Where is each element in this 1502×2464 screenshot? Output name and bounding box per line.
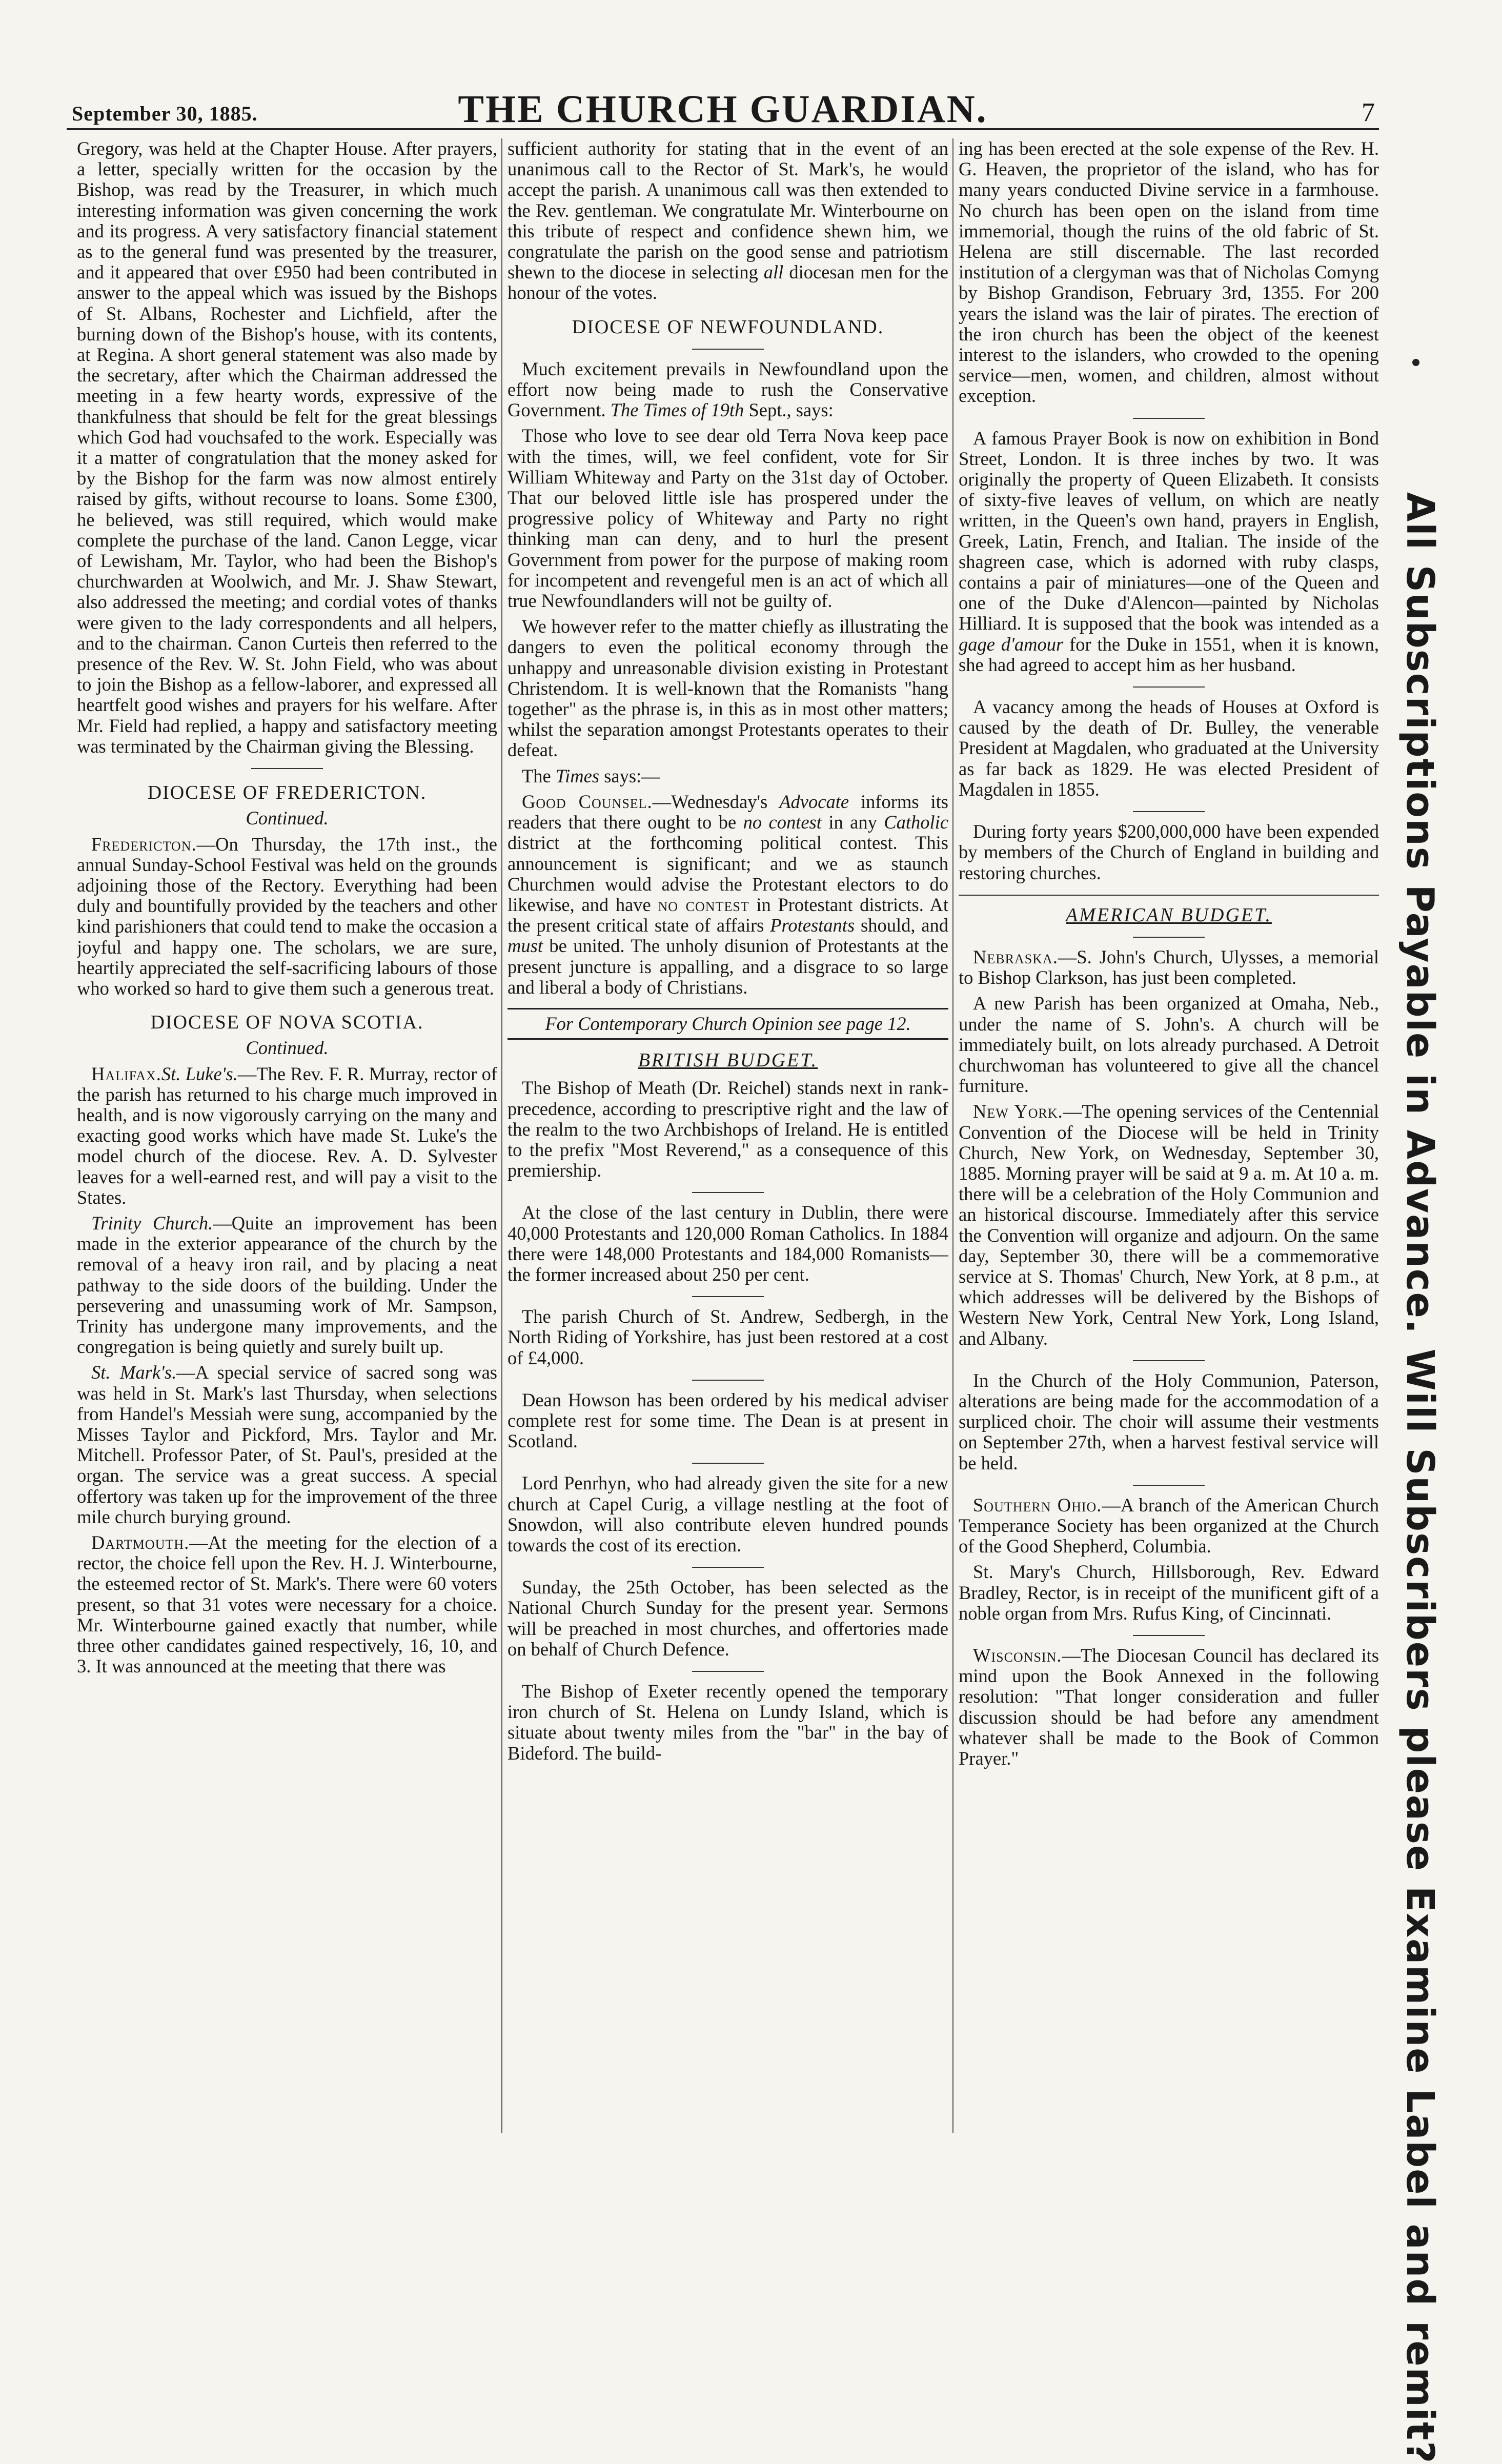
separator — [251, 768, 323, 769]
separator — [692, 1192, 764, 1193]
article-body: Much excitement prevails in Newfoundland upon the effort now being made to rush the Conservative Government. — [508, 358, 948, 421]
separator — [1133, 1635, 1205, 1636]
article-text — [77, 1532, 497, 1677]
article-text: A new Parish has been organized at Omaha, Neb., under the name of S. John's. A church will be immediately built, on lots already purchased. A Detroit churchwoman has volunteered to give all the chancel furniture. — [959, 993, 1379, 1097]
emphasis: Advocate — [779, 791, 849, 812]
article-text: At the close of the last century in Dublin, there were 40,000 Protestants and 120,000 Roman Catholics. In 1884 there were 148,000 Protestants and 184,000 Romanists—the former increased about 250 per cent. — [508, 1202, 948, 1285]
subhead: Trinity Church. — [91, 1212, 213, 1234]
article-text: The parish Church of St. Andrew, Sedbergh, in the North Riding of Yorkshire, has just been restored at a cost of £4,000. — [508, 1306, 948, 1368]
emphasis: must — [508, 935, 543, 957]
page-number: 7 — [1362, 98, 1375, 127]
article-text — [959, 947, 1379, 988]
separator — [1133, 811, 1205, 812]
issue-date: September 30, 1885. — [72, 102, 258, 125]
separator — [1133, 1485, 1205, 1486]
dateline: Good Counsel. — [522, 791, 653, 812]
dateline: Southern Ohio. — [973, 1494, 1102, 1516]
emphasis: The Times of 19th — [610, 399, 744, 421]
article-body: in any — [821, 812, 884, 833]
dateline: New York. — [973, 1101, 1063, 1122]
dateline: Wisconsin. — [973, 1645, 1062, 1666]
article-text — [959, 1495, 1379, 1557]
article-text: Dean Howson has been ordered by his medical adviser complete rest for some time. The Dean is at present in Scotland. — [508, 1389, 948, 1452]
article-text: We however refer to the matter chiefly as illustrating the dangers to even the political economy through the unhappy and unreasonable division existing in Protestant Christendom. It is well-known that the Romanists "hang together" as the phrase is, in this as in most other matters; whilst the separation amongst Protestants operates to their defeat. — [508, 616, 948, 761]
column-2 — [508, 138, 948, 2138]
article-text: A vacancy among the heads of Houses at Oxford is caused by the death of Dr. Bulley, the venerable President at Magdalen, who graduated at the University as far back as 1829. He was elected President of Magdalen in 1855. — [959, 696, 1379, 800]
article-text: Sunday, the 25th October, has been selected as the National Church Sunday for the present year. Sermons will be preached in most churches, and offertories made on behalf of Church Defence. — [508, 1577, 948, 1660]
separator — [692, 1380, 764, 1381]
article-body: Sept., says: — [744, 399, 834, 421]
article-text — [77, 1362, 497, 1527]
article-body: —Quite an improvement has been made in the exterior appearance of the church by the removal of a heavy iron rail, and by placing a neat pathway to the side doors of the building. Under the persevering and unassuming work of Mr. Sampson, Trinity has undergone many improvements, and the congregation is being quietly and surely built up. — [77, 1212, 497, 1358]
column-rule — [952, 138, 953, 2133]
separator — [692, 349, 764, 350]
article-text: ing has been erected at the sole expense of the Rev. H. G. Heaven, the proprietor of the island, who has for many years conducted Divine service in a farmhouse. No church has been open on the island from time immemorial, though the ruins of the old fabric of St. Helena are still discernable. The last recorded institution of a clergyman was that of Nicholas Comyng by Bishop Grandison, February 3rd, 1355. For 200 years the island was the lair of pirates. The erection of the iron church has been the object of the keenest interest to the islanders, who crowded to the opening service—men, women, and children, almost without exception. — [959, 138, 1379, 407]
article-body: —At the meeting for the election of a rector, the choice fell upon the Rev. H. J. Winterbourne, the esteemed rector of St. Mark's. There were 60 voters present, so that 31 votes were necessary for a choice. Mr. Winterbourne gained exactly that number, while three other candidates gained respectively, 16, 10, and 3. It was announced at the meeting that there was — [77, 1532, 497, 1677]
emphasis: Times — [555, 765, 600, 786]
article-body: —S. John's Church, Ulysses, a memorial to Bishop Clarkson, has just been completed. — [959, 946, 1379, 988]
article-body: should, and — [855, 915, 948, 936]
separator — [1133, 937, 1205, 938]
article-text — [77, 834, 497, 999]
article-body: in Protestant districts. At the present critical state of affairs — [508, 894, 948, 936]
article-body: sufficient authority for stating that in the event of an unanimous call to the Rector of St. Mark's, he would accept the parish. A unanimous call was then extended to the Rev. gentleman. We congratulate Mr. Winterbourne on this tribute of respect and confidence shewn him, we congratulate the parish on the good sense and patriotism shewn to the diocese in selecting — [508, 138, 948, 283]
article-body: —A branch of the American Church Temperance Society has been organized at the Church of the Good Shepherd, Columbia. — [959, 1494, 1379, 1557]
separator — [1133, 686, 1205, 688]
emphasis: no contest — [658, 894, 749, 915]
subhead: St. Mark's. — [91, 1362, 177, 1383]
article-text — [508, 766, 948, 786]
emphasis: all — [763, 261, 784, 283]
dateline: Dartmouth. — [91, 1532, 190, 1553]
article-text: The Bishop of Meath (Dr. Reichel) stands next in rank-precedence, according to prescriptive right and the law of the realm to the two Archbishops of Ireland. He is entitled to the prefix "Most Reverend," as a consequence of this premiership. — [508, 1077, 948, 1181]
article-text — [959, 428, 1379, 675]
separator — [692, 1463, 764, 1464]
article-text — [959, 1101, 1379, 1348]
article-body: —The opening services of the Centennial Convention of the Diocese will be held in Trinity Church, New York, on Wednesday, September 30, 1885. Morning prayer will be said at 9 a. m. At 10 a. m. there will be a celebration of the Holy Communion and an historical discourse. Immediately after this service the Convention will organize and adjourn. On the same day, September 30, there will be a commemorative service at S. Thomas' Church, New York, at 8 p.m., at which addresses will be delivered by the Bishops of Western New York, Central New York, Long Island, and Albany. — [959, 1101, 1379, 1349]
dateline: Nebraska. — [973, 946, 1058, 967]
emphasis: gage d'amour — [959, 633, 1064, 655]
column-rule — [501, 138, 502, 2133]
separator — [692, 1671, 764, 1672]
section-heading: DIOCESE OF NEWFOUNDLAND. — [572, 316, 884, 338]
newspaper-title: THE CHURCH GUARDIAN. — [458, 88, 988, 131]
column-1 — [77, 138, 497, 2138]
dateline: Halifax. — [91, 1063, 161, 1084]
article-body: be united. The unholy disunion of Protestants at the present juncture is appalling, and a disgrace to so large and liberal a body of Christians. — [508, 935, 948, 998]
article-text: In the Church of the Holy Communion, Paterson, alterations are being made for the accommodation of a surpliced choir. The choir will assume their vestments on September 27th, when a harvest festival service will be held. — [959, 1369, 1379, 1473]
article-body: for the Duke in 1551, when it is known, she had agreed to accept him as her husband. — [959, 633, 1379, 675]
emphasis: no contest — [743, 812, 822, 833]
cross-reference-notice: For Contemporary Church Opinion see page 12. — [508, 1008, 948, 1040]
section-heading: BRITISH BUDGET. — [638, 1049, 818, 1072]
section-heading: AMERICAN BUDGET. — [1066, 904, 1272, 926]
emphasis: Catholic — [884, 812, 948, 833]
column-3 — [959, 138, 1379, 2138]
article-text: The Bishop of Exeter recently opened the temporary iron church of St. Helena on Lundy Island, which is situate about twenty miles from the "bar" in the bay of Bideford. The build- — [508, 1681, 948, 1764]
article-body: district at the forthcoming political contest. This announcement is significant; and we as staunch Churchmen would advise the Protestant electors to do likewise, and have — [508, 832, 948, 915]
article-text — [508, 792, 948, 998]
dateline: Fredericton. — [91, 833, 197, 855]
article-body: diocesan men for the honour of the votes. — [508, 261, 948, 304]
subscription-sidebar — [1398, 492, 1469, 2464]
separator — [1133, 418, 1205, 419]
article-text — [508, 359, 948, 421]
subhead: St. Luke's. — [161, 1063, 238, 1084]
article-text — [508, 138, 948, 304]
masthead — [67, 82, 1379, 130]
separator — [692, 1567, 764, 1568]
article-text: During forty years $200,000,000 have been expended by members of the Church of England in building and restoring churches. — [959, 821, 1379, 883]
article-body: —The Diocesan Council has declared its mind upon the Book Annexed in the following resolution: "That longer consideration and fuller discussion should be had before any amendment whatever shall be made to the Book of Common Prayer." — [959, 1645, 1379, 1769]
section-heading: DIOCESE OF FREDERICTON. — [147, 782, 427, 804]
article-body: says:— — [599, 765, 660, 786]
subscription-notice: All Subscriptions Payable in Advance. Will Subscribers please Examine Label and remit? — [1398, 492, 1442, 2464]
article-text — [77, 1064, 497, 1208]
article-body: The — [522, 765, 556, 786]
article-text — [959, 1645, 1379, 1769]
article-body: —A special service of sacred song was was held in St. Mark's last Thursday, when selections from Handel's Messiah were sung, accompanied by the Misses Taylor and Pickford, Mrs. Taylor and Mr. Mitchell. Professor Pater, of St. Paul's, presided at the organ. The service was a great success. A special offertory was taken up for the improvement of the three mile church burying ground. — [77, 1362, 497, 1527]
separator — [692, 1296, 764, 1297]
article-text: Those who love to see dear old Terra Nova keep pace with the times, will, we feel confident, vote for Sir William Whiteway and Party on the 31st day of October. That our beloved little isle has prospered under the progressive policy of Whiteway and Party no right thinking man can deny, and to hurl the present Government from power for the purpose of making room for incompetent and revengeful men is an act of which all true Newfoundlanders will not be guilty of. — [508, 425, 948, 612]
continued-label: Continued. — [246, 807, 329, 829]
printer-dot — [1412, 359, 1419, 366]
continued-label: Continued. — [246, 1037, 329, 1059]
section-heading: DIOCESE OF NOVA SCOTIA. — [150, 1012, 424, 1034]
separator — [1133, 1360, 1205, 1361]
article-body: —The Rev. F. R. Murray, rector of the parish has returned to his charge much improved in health, and is now vigorously carrying on the many and exacting good works which have made St. Luke's the model church of the diocese. Rev. A. D. Sylvester leaves for a well-earned rest, and will pay a visit to the States. — [77, 1063, 497, 1208]
separator — [959, 895, 1379, 896]
article-text — [77, 1213, 497, 1357]
article-text: Gregory, was held at the Chapter House. After prayers, a letter, specially written for the occasion by the Bishop, was read by the Treasurer, in which much interesting information was given concerning the work and its progress. A very satisfactory financial statement as to the general fund was presented by the treasurer, and it appeared that over £950 had been contributed in answer to the appeal which was issued by the Bishops of St. Albans, Rochester and Lichfield, after the burning down of the Bishop's house, with its contents, at Regina. A short general statement was also made by the secretary, after which the Chairman addressed the meeting in a few hearty words, expressive of the thankfulness that should be felt for the great blessings which God had vouchsafed to the work. Especially was it a matter of congratulation that the money asked for by the Bishop for the farm was now almost entirely raised by gifts, without recourse to loans. Some £300, he believed, was still required, which would make complete the purchase of the land. Canon Legge, vicar of Lewisham, Mr. Taylor, who had been the Bishop's churchwarden at Woolwich, and Mr. J. Shaw Stewart, also addressed the meeting; and cordial votes of thanks were given to the lady correspondents and all helpers, and to the chairman. Canon Curteis then referred to the presence of the Rev. W. St. John Field, who was about to join the Bishop as a fellow-laborer, and expressed all heartfelt good wishes and prayers for his welfare. After Mr. Field had replied, a happy and satisfactory meeting was terminated by the Chairman giving the Blessing. — [77, 138, 497, 757]
article-text: Lord Penrhyn, who had already given the site for a new church at Capel Curig, a village nestling at the foot of Snowdon, will also contribute eleven hundred pounds towards the cost of its erection. — [508, 1472, 948, 1556]
article-text: St. Mary's Church, Hillsborough, Rev. Edward Bradley, Rector, is in receipt of the munificent gift of a noble organ from Mrs. Rufus King, of Cincinnati. — [959, 1561, 1379, 1624]
article-body: A famous Prayer Book is now on exhibition in Bond Street, London. It is three inches by two. It was originally the property of Queen Elizabeth. It consists of sixty-five leaves of vellum, on which are neatly written, in the Queen's own hand, prayers in English, Greek, Latin, French, and Italian. The inside of the shagreen case, which is adorned with ruby clasps, contains a pair of miniatures—one of the Queen and one of the Duke d'Alencon—painted by Nicholas Hilliard. It is supposed that the book was intended as a — [959, 427, 1379, 634]
article-body: —Wednesday's — [652, 791, 780, 812]
emphasis: Protestants — [770, 915, 855, 936]
article-body: informs its readers that there ought to be — [508, 791, 948, 833]
article-body: —On Thursday, the 17th inst., the annual Sunday-School Festival was held on the grounds adjoining those of the Rectory. Everything had been duly and bountifully provided by the teachers and other kind parishioners that could tend to make the occasion a joyful and happy one. The scholars, we are sure, heartily appreciated the self-sacrificing labours of those who worked so hard to give them such a generous treat. — [77, 833, 497, 999]
